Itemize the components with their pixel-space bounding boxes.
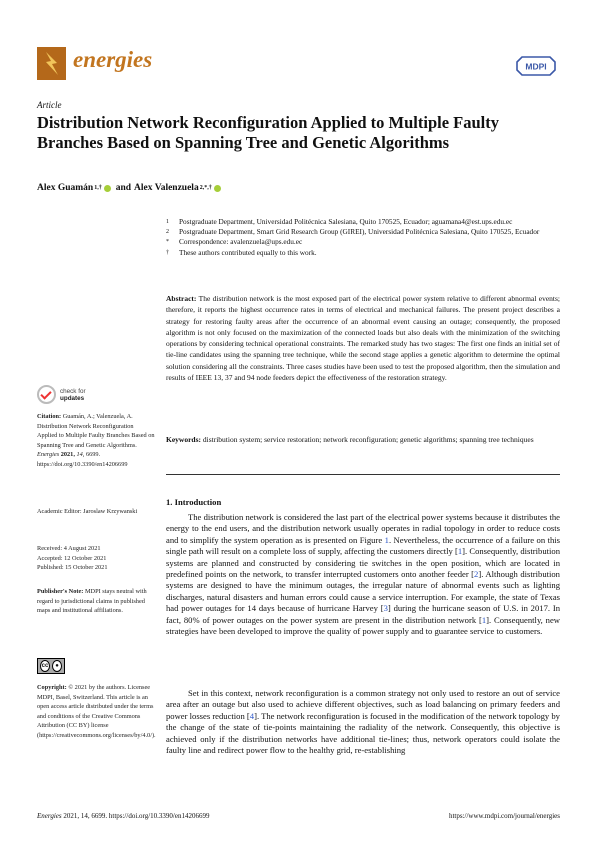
- author-name[interactable]: Alex Guamán: [37, 183, 94, 193]
- accepted-date: Accepted: 12 October 2021: [37, 554, 107, 562]
- reference-link[interactable]: 1: [481, 614, 487, 625]
- footer-citation: Energies 2021, 14, 6699. https://doi.org/10.3390/en14206699: [37, 812, 210, 820]
- reference-link[interactable]: 2: [474, 569, 479, 580]
- check-updates-icon: [37, 385, 56, 404]
- publication-dates: [37, 544, 155, 573]
- abstract: [166, 293, 560, 383]
- journal-name[interactable]: energies: [73, 47, 153, 72]
- svg-text:MDPI: MDPI: [525, 61, 547, 72]
- figure-ref-link[interactable]: 1: [384, 534, 389, 545]
- citation-block: Citation: Guamán, A.; Valenzuela, A. Distribution Network Reconfiguration Applied to Multiple Faulty Branches Based on Spanning Tree and Genetic Algorithms. Energies 2021, 14, 6699. https://doi.org/10.3390/en14206699: [37, 413, 155, 468]
- orcid-icon[interactable]: [104, 185, 111, 192]
- affiliation-item: 2 Postgraduate Department, Smart Grid Research Group (GIREI), Universidad Politécnica Salesiana, Quito 170525, Ecuador: [166, 227, 540, 237]
- affiliation-item: † These authors contributed equally to this work.: [166, 247, 317, 257]
- abstract-label: Abstract:: [166, 294, 197, 303]
- page-title: Distribution Network Reconfiguration Applied to Multiple Faulty Branches Based on Spanning Tree and Genetic Algorithms: [37, 113, 500, 152]
- check-for-updates-button[interactable]: check for updates: [37, 385, 86, 404]
- footer-doi-link[interactable]: 2021, 14, 6699. https://doi.org/10.3390/en14206699: [63, 812, 210, 820]
- section-heading: 1. Introduction: [166, 497, 222, 507]
- author-affiliation-mark: 1,†: [94, 185, 102, 191]
- copyright-block: Copyright: © 2021 by the authors. Licensee MDPI, Basel, Switzerland. This article is an open access article distributed under the terms and conditions of the Creative Commons Attribution (CC BY) license (https://creativecommons.org/licenses/by/4.0/).: [37, 684, 156, 739]
- paragraph: Set in this context, network reconfiguration is a common strategy not only used to restore an out of service area after an outage but also used to achieve different objectives, such as load balancing on primary feeders and power losses reduction [4]. The network reconfiguration is focused in the modification of the network topology by the change of the state of tie-points maintaining the radiality of the network. Consequently, this objective is achieved only if the distribution networks have additional tie-lines; thus, network operators could isolate the faulty line and redirect power flow to the healthy grid, re-establishing: [166, 688, 560, 756]
- received-date: Received: 4 August 2021: [37, 545, 101, 552]
- author-join: and: [115, 183, 132, 193]
- author-affiliation-mark: 2,*,†: [199, 185, 212, 191]
- orcid-icon[interactable]: [214, 185, 221, 192]
- affiliation-item: 1 Postgraduate Department, Universidad Politécnica Salesiana, Quito 170525, Ecuador; aguamana4@est.ups.edu.ec: [166, 217, 513, 226]
- correspondence-item: * Correspondence: avalenzuela@ups.edu.ec: [166, 237, 303, 247]
- publisher-note: Publisher's Note: MDPI stays neutral with regard to jurisdictional claims in published maps and institutional affiliations.: [37, 588, 147, 615]
- published-date: Published: 15 October 2021: [37, 564, 108, 572]
- cc-license-icon[interactable]: cc ●: [37, 658, 65, 674]
- keywords-text: distribution system; service restoration; network reconfiguration; genetic algorithms; spanning tree techniques: [202, 435, 534, 444]
- author-name[interactable]: Alex Valenzuela: [134, 183, 199, 193]
- mdpi-logo-icon[interactable]: [516, 55, 556, 77]
- by-person-icon: ●: [52, 660, 62, 672]
- divider: [166, 474, 560, 475]
- keywords-label: Keywords:: [166, 435, 201, 444]
- reference-link[interactable]: 4: [249, 710, 255, 721]
- footer-journal-url[interactable]: https://www.mdpi.com/journal/energies: [448, 812, 560, 820]
- paragraph: The distribution network is considered the last part of the electrical power systems because it distributes the energy to the end users, and the distribution network usually operates in radial topology in order to reduce costs and to simplify the system operation as is presented on Figure 1. Nevertheless, the occurrence of a failure on this single path will result on a complete loss of supply, affecting the customers directly [1]. Consequently, distribution systems are planned and constructed by considering tie switches in the open position, which are located in predefined points on the network, to transfer interrupted customers onto another feeder [2]. Although distribution systems are designed to have the minimum outages, the irregular nature of abnormal events such as lighting discharges, natural disasters and human errors could cause a service interruption. For example, the state of Texas had power outages for 14 days because of hurricane Harvey [3] during the hurricane season of U.S. in 2017. In fact, 80% of power outages on the power system are present in the distribution network [1]. Consequently, new strategies have been developed to improve the quality of power supply and to guarantee service to customers.: [166, 512, 561, 637]
- journal-logo-icon: [37, 47, 66, 80]
- article-type: Article: [37, 100, 62, 110]
- reference-link[interactable]: 3: [383, 603, 388, 614]
- author-list: [37, 183, 223, 193]
- affiliations: [166, 217, 566, 258]
- reference-link[interactable]: 1: [457, 546, 463, 557]
- keywords: [166, 434, 560, 445]
- academic-editor: Academic Editor: Jaroslaw Krzywanski: [37, 508, 138, 515]
- citation-doi-link[interactable]: 6699. https://doi.org/10.3390/en14206699: [37, 451, 128, 468]
- abstract-text: The distribution network is the most exposed part of the electrical power system relative to different abnormal events; therefore, it reports the highest occurrence rates in terms of electrical and mechanical failures. The present project describes a strategy for restoring faulty areas after the occurrence of an abnormal event causing an outage; consequently, the proposed algorithm is not only focused on the maximization of the connected loads but also deals with the minimization of the switching operations by considering technical operational constraints. The remarked study has two stages: The first one finds an initial set of tie-line candidates using the spanning tree technique, while the second stage applies a genetic algorithm to determine the optimal solution considering all the constraints. Three cases studies have been used to test the proposed algorithm, then the simulation and results of IEEE 13, 37 and 94 node feeders depict the effectiveness of the restoration strategy.: [166, 294, 560, 383]
